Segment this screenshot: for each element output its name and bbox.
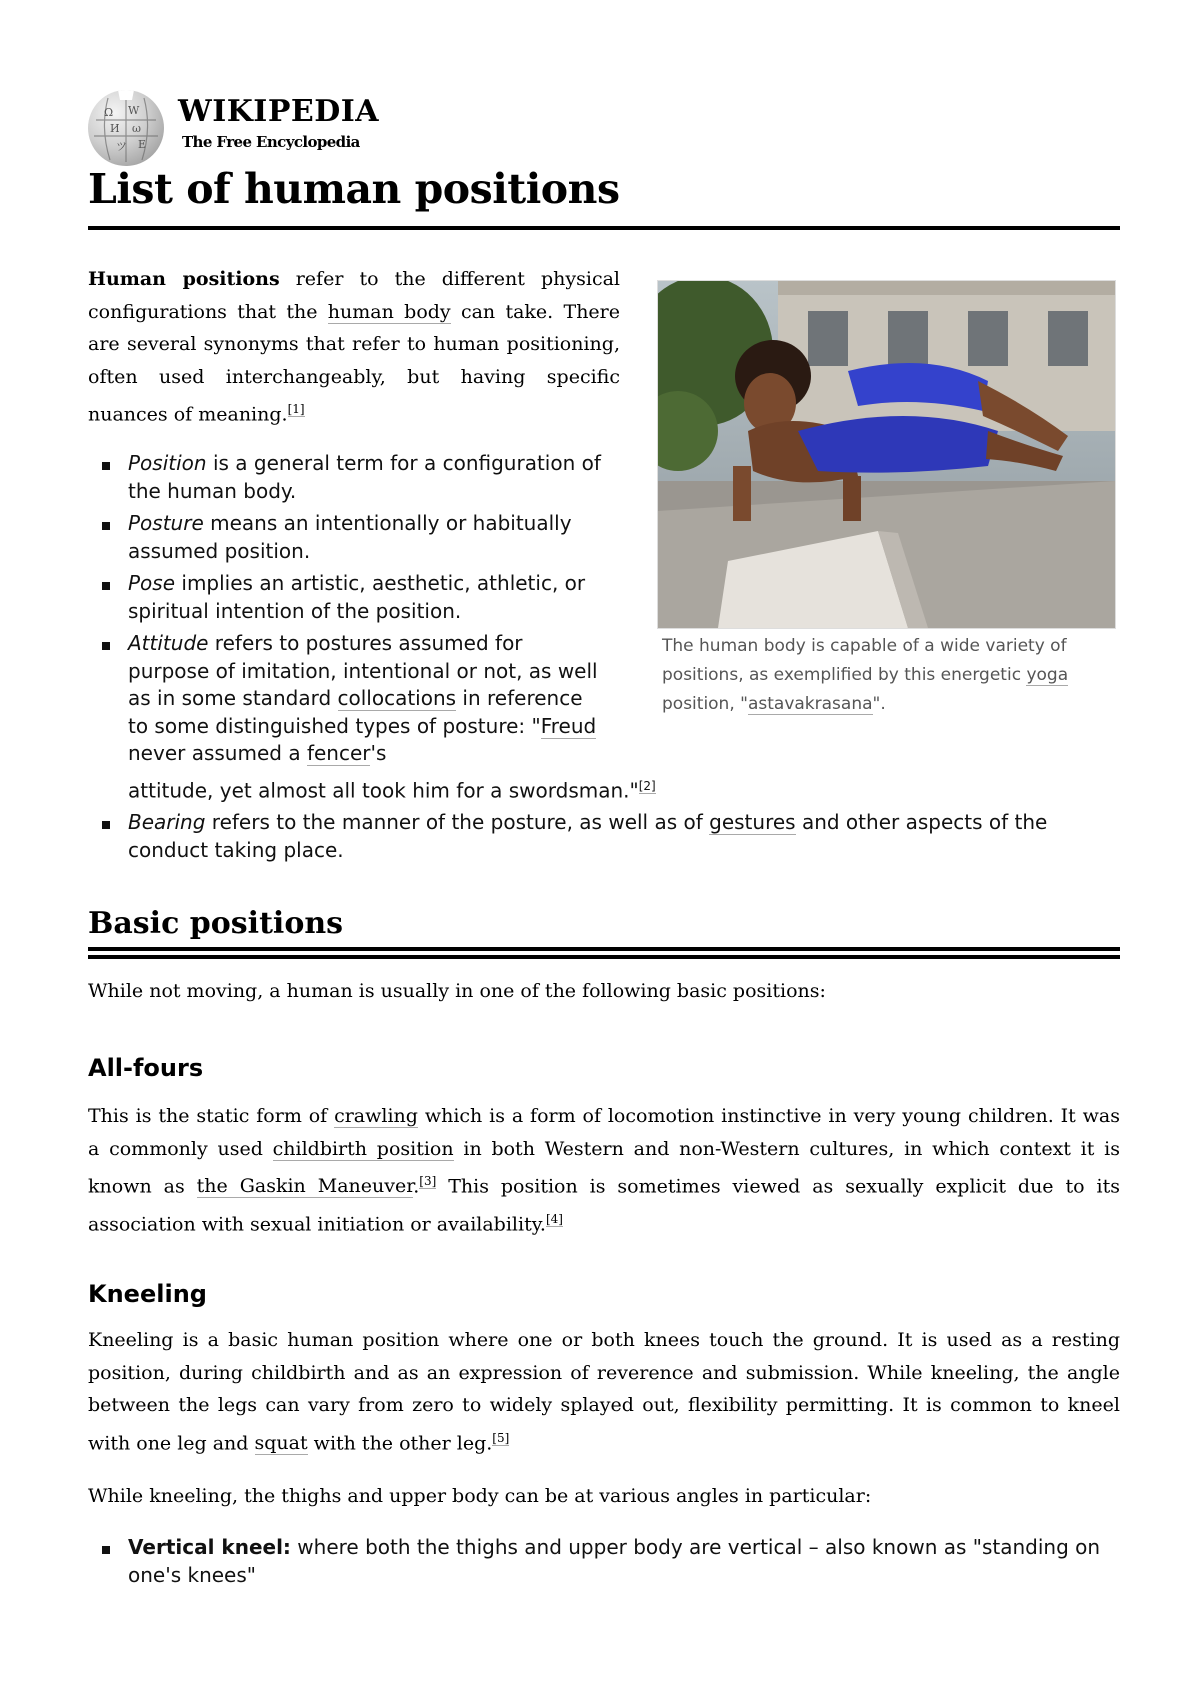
ref-1[interactable]: [1] xyxy=(287,402,305,416)
basic-intro: While not moving, a human is usually in one of the following basic positions: xyxy=(88,980,826,1002)
intro-bold-term: Human positions xyxy=(88,268,280,290)
terms-list-continued xyxy=(88,809,1128,869)
link-gaskin-maneuver[interactable]: the Gaskin Maneuver xyxy=(196,1175,414,1198)
subheading-all-fours: All-fours xyxy=(88,1054,204,1082)
link-yoga[interactable]: yoga xyxy=(1026,665,1069,685)
caption-text: The human body is capable of a wide variety of positions, as exemplified by this energetic xyxy=(662,636,1067,685)
term-text: implies an artistic, aesthetic, athletic, or spiritual intention of the position. xyxy=(128,571,586,623)
link-childbirth-position[interactable]: childbirth position xyxy=(272,1137,454,1160)
link-fencer[interactable]: fencer xyxy=(306,741,371,765)
section-divider-top xyxy=(88,947,1120,951)
ref-2[interactable]: [2] xyxy=(638,779,656,793)
terms-list xyxy=(88,450,628,773)
wikipedia-globe-logo xyxy=(88,90,164,166)
link-squat[interactable]: squat xyxy=(254,1431,308,1454)
ref-4[interactable]: [4] xyxy=(545,1211,563,1226)
list-item xyxy=(88,450,628,505)
svg-text:ツ: ツ xyxy=(116,140,127,153)
all-fours-paragraph xyxy=(88,1100,1120,1241)
list-item xyxy=(88,809,1128,864)
ref-5[interactable]: [5] xyxy=(492,1430,510,1445)
link-human-body[interactable]: human body xyxy=(327,300,451,323)
title-divider xyxy=(88,226,1120,230)
term-text: attitude, yet almost all took him for a swordsman." xyxy=(128,778,639,803)
term-text: 's xyxy=(370,741,387,765)
ref-3[interactable]: [3] xyxy=(419,1174,437,1188)
term-text: refers to the manner of the posture, as well as of xyxy=(205,810,710,834)
figure-caption xyxy=(662,632,1114,719)
para-text: which is a form of locomotion instinctive in very young children. It was a commonly used xyxy=(88,1105,1120,1160)
term-text: refers to postures assumed for purpose of imitation, intentional or not, as well as in some standard xyxy=(128,631,598,710)
term: Pose xyxy=(128,571,176,595)
para-text: with the other leg. xyxy=(307,1431,493,1454)
term-text: and other aspects of the conduct taking place. xyxy=(128,810,1048,862)
intro-text: refer to the different physical configurations that the xyxy=(88,268,620,323)
caption-text: ". xyxy=(872,694,886,714)
para-text: This is the static form of xyxy=(88,1105,335,1127)
page-title: List of human positions xyxy=(88,165,620,213)
list-item xyxy=(88,570,628,625)
term: Bearing xyxy=(128,810,206,834)
list-item xyxy=(88,630,598,768)
list-item xyxy=(88,510,628,565)
term-text: where both the thighs and upper body are vertical – also known as "standing on one's knees" xyxy=(128,1535,1101,1587)
para-text: This position is sometimes viewed as sexually explicit due to its association with sexual initiation or availability. xyxy=(88,1175,1120,1236)
wikipedia-tagline: The Free Encyclopedia xyxy=(182,133,360,151)
term-text: means an intentionally or habitually assumed position. xyxy=(128,511,572,563)
para-text: . xyxy=(413,1175,420,1198)
section-heading-basic-positions: Basic positions xyxy=(88,906,344,941)
term: Attitude xyxy=(128,631,209,655)
term-text: in reference to some distinguished types of posture: " xyxy=(128,686,583,738)
yoga-photo[interactable] xyxy=(657,280,1116,629)
link-gestures[interactable]: gestures xyxy=(709,810,796,834)
svg-text:E: E xyxy=(138,138,147,151)
term: Vertical kneel: xyxy=(128,1535,291,1559)
attitude-continuation xyxy=(128,773,656,805)
term-text: never assumed a xyxy=(128,741,307,765)
section-divider-bottom xyxy=(88,955,1120,959)
kneeling-paragraph xyxy=(88,1324,1120,1459)
list-item xyxy=(88,1534,1128,1589)
intro-paragraph xyxy=(88,263,620,431)
link-freud[interactable]: Freud xyxy=(540,713,597,738)
link-astavakrasana[interactable]: astavakrasana xyxy=(747,694,873,714)
svg-text:И: И xyxy=(110,122,120,135)
caption-text: position, " xyxy=(662,694,748,714)
kneeling-angles-intro: While kneeling, the thighs and upper body can be at various angles in particular: xyxy=(88,1485,872,1507)
term: Position xyxy=(128,451,207,475)
para-text: in both Western and non-Western cultures, in which context it is known as xyxy=(88,1137,1120,1198)
wikipedia-wordmark: WIKIPEDIA xyxy=(178,94,380,129)
term: Posture xyxy=(128,511,204,535)
intro-text: can take. There are several synonyms that refer to human positioning, often used interchangeably, but having specific nuances of meaning. xyxy=(88,300,620,426)
term-text: is a general term for a configuration of the human body. xyxy=(128,451,601,503)
svg-text:ω: ω xyxy=(132,122,141,135)
link-crawling[interactable]: crawling xyxy=(334,1105,418,1127)
svg-text:Ω: Ω xyxy=(104,106,114,119)
kneeling-list xyxy=(88,1534,1128,1594)
link-collocations[interactable]: collocations xyxy=(337,686,457,710)
subheading-kneeling: Kneeling xyxy=(88,1280,207,1308)
svg-text:W: W xyxy=(128,104,140,117)
para-text: Kneeling is a basic human position where one or both knees touch the ground. It is used as a resting position, during childbirth and as an expression of reverence and submission. While kneeling, the angle between the legs can vary from zero to widely splayed out, flexibility permitting. It is common to kneel with one leg and xyxy=(88,1329,1120,1454)
